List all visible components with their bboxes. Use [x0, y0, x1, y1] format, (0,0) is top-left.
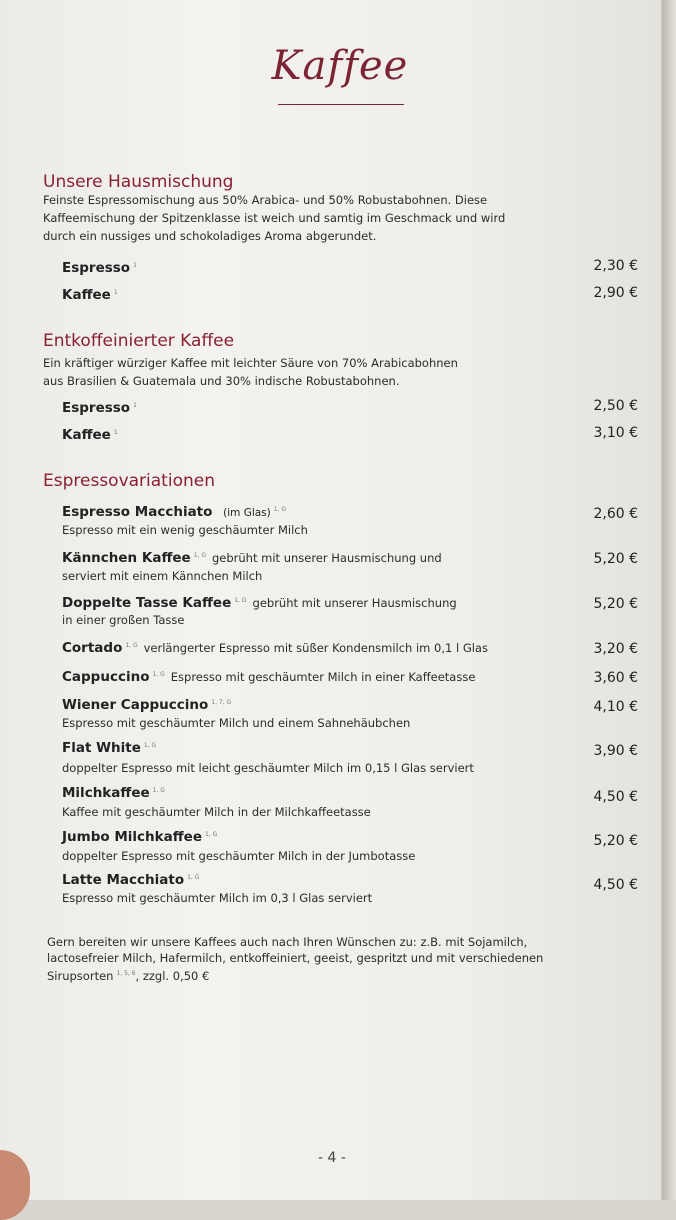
menu-item-cappuccino — [62, 669, 475, 685]
footer-text: , zzgl. 0,50 € — [135, 968, 210, 983]
menu-item-latte-macchiato — [62, 872, 199, 888]
allergen-code: 1 — [133, 401, 137, 409]
item-inline-description: Espresso mit geschäumter Milch in einer Kaffeetasse — [170, 670, 476, 684]
item-name: Kaffee — [62, 427, 111, 443]
item-name: Cortado — [62, 640, 123, 656]
menu-item-espresso-macchiato — [62, 504, 286, 520]
allergen-code: 1, G — [152, 670, 165, 678]
item-price: 5,20 € — [593, 596, 638, 612]
item-price: 3,20 € — [593, 641, 638, 657]
menu-item-cortado — [62, 640, 488, 656]
item-price: 4,10 € — [593, 699, 638, 715]
item-price: 4,50 € — [593, 789, 638, 805]
allergen-code: 1 — [113, 288, 118, 296]
page-title: Kaffee — [271, 43, 409, 89]
item-name: Flat White — [62, 740, 141, 756]
item-inline-description: gebrüht mit unserer Hausmischung und — [211, 551, 442, 565]
item-name: Espresso — [62, 260, 131, 276]
allergen-code: 1, G — [187, 873, 200, 881]
allergen-code: 1, 5, 6 — [116, 970, 136, 977]
description-line: Kaffeemischung der Spitzenklasse ist weich und samtig im Geschmack und wird — [43, 211, 506, 225]
item-price: 3,90 € — [593, 743, 638, 759]
item-description: in einer großen Tasse — [62, 613, 185, 627]
menu-item-espresso-decaf — [62, 400, 137, 416]
page-edge — [662, 0, 676, 1200]
allergen-code: 1 — [133, 261, 137, 269]
description-line: Ein kräftiger würziger Kaffee mit leichter Säure von 70% Arabicabohnen — [43, 356, 458, 370]
page-title-wrap — [270, 42, 410, 90]
footer-line: lactosefreier Milch, Hafermilch, entkoffeiniert, geeist, gespritzt und mit verschiedenen — [47, 951, 544, 965]
item-description: Espresso mit ein wenig geschäumter Milch — [62, 523, 308, 537]
footer-line — [47, 966, 567, 984]
footer-line: Gern bereiten wir unsere Kaffees auch nach Ihren Wünschen zu: z.B. mit Sojamilch, — [47, 935, 528, 949]
item-name: Latte Macchiato — [62, 872, 185, 888]
title-underline — [278, 104, 404, 105]
menu-item-kaffee — [62, 287, 118, 303]
item-name: Doppelte Tasse Kaffee — [62, 595, 232, 611]
description-line: Feinste Espressomischung aus 50% Arabica- und 50% Robustabohnen. Diese — [43, 193, 488, 207]
item-name: Espresso Macchiato — [62, 504, 213, 520]
allergen-code: 1, G — [193, 551, 206, 559]
allergen-code: 1, G — [273, 505, 287, 513]
menu-item-doppelte-tasse — [62, 595, 457, 611]
section-description-hausmischung — [43, 191, 543, 245]
item-price: 2,60 € — [593, 506, 638, 522]
allergen-code: 1, G — [204, 830, 218, 838]
menu-item-kaennchen-kaffee — [62, 550, 442, 566]
description-line: durch ein nussiges und schokoladiges Aroma abgerundet. — [43, 229, 377, 243]
footer-note — [47, 934, 567, 984]
item-name: Milchkaffee — [62, 785, 150, 801]
menu-item-milchkaffee — [62, 785, 165, 801]
item-price: 2,90 € — [593, 285, 638, 301]
allergen-code: 1, G — [125, 641, 138, 649]
item-price: 3,60 € — [593, 670, 638, 686]
item-name: Cappuccino — [62, 669, 150, 685]
item-description: doppelter Espresso mit geschäumter Milch in der Jumbotasse — [62, 849, 416, 863]
item-price: 2,30 € — [593, 258, 638, 274]
description-line: aus Brasilien & Guatemala und 30% indische Robustabohnen. — [43, 374, 400, 388]
item-description: Kaffee mit geschäumter Milch in der Milchkaffeetasse — [62, 805, 371, 819]
section-heading-hausmischung: Unsere Hausmischung — [43, 172, 234, 192]
item-price: 5,20 € — [593, 551, 638, 567]
item-name: Jumbo Milchkaffee — [62, 829, 202, 845]
item-description: Espresso mit geschäumter Milch im 0,3 l Glas serviert — [62, 891, 373, 905]
menu-item-jumbo-milchkaffee — [62, 829, 217, 845]
item-description: doppelter Espresso mit leicht geschäumter Milch im 0,15 l Glas serviert — [62, 761, 474, 775]
section-heading-espressovariationen: Espressovariationen — [43, 471, 215, 491]
item-price: 2,50 € — [593, 398, 638, 414]
footer-text: Sirupsorten — [47, 968, 114, 983]
item-inline-description: gebrüht mit unserer Hausmischung — [252, 596, 457, 610]
section-description-entkoffeiniert — [43, 354, 543, 390]
allergen-code: 1, G — [143, 741, 157, 749]
item-price: 4,50 € — [593, 877, 638, 893]
item-name: Wiener Cappuccino — [62, 697, 209, 713]
item-price: 3,10 € — [593, 425, 638, 441]
item-description: serviert mit einem Kännchen Milch — [62, 569, 263, 583]
item-name: Espresso — [62, 400, 131, 416]
item-note: (im Glas) — [223, 507, 271, 519]
page-number: - 4 - — [318, 1150, 346, 1166]
allergen-code: 1 — [113, 428, 118, 436]
menu-item-flat-white — [62, 740, 156, 756]
menu-item-kaffee-decaf — [62, 427, 118, 443]
allergen-code: 1, 7, G — [211, 698, 232, 706]
item-description: Espresso mit geschäumter Milch und einem Sahnehäubchen — [62, 716, 411, 730]
item-price: 5,20 € — [593, 833, 638, 849]
item-name: Kännchen Kaffee — [62, 550, 191, 566]
allergen-code: 1, G — [152, 786, 165, 794]
menu-item-wiener-cappuccino — [62, 697, 231, 713]
item-name: Kaffee — [62, 287, 111, 303]
menu-item-espresso — [62, 260, 137, 276]
item-inline-description: verlängerter Espresso mit süßer Kondensmilch im 0,1 l Glas — [143, 641, 488, 655]
allergen-code: 1, G — [234, 596, 247, 604]
section-heading-entkoffeiniert: Entkoffeinierter Kaffee — [43, 331, 235, 351]
